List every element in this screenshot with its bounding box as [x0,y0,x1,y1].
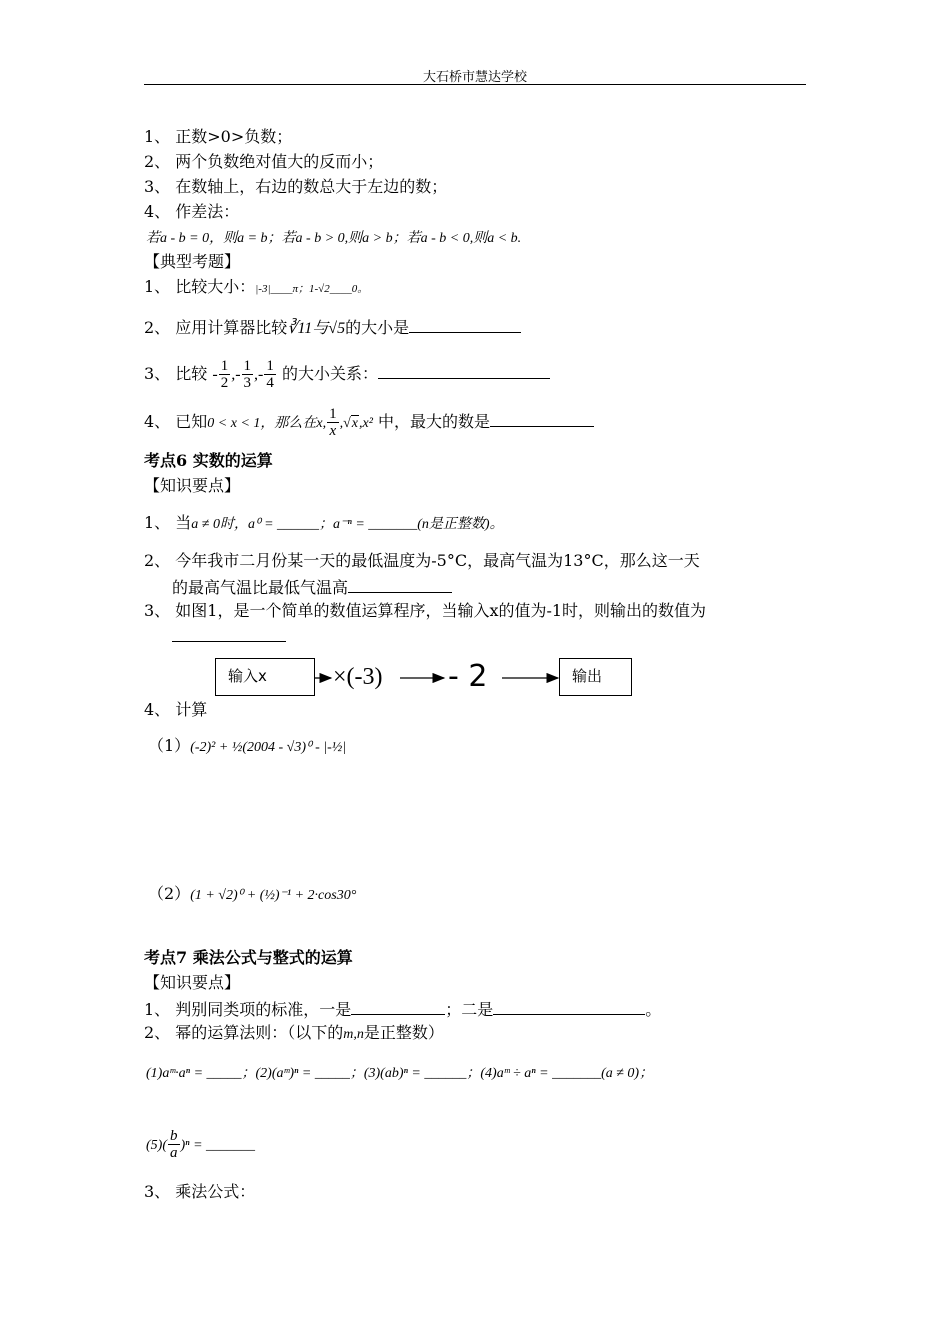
kp6-point-4: 4、 计算 [144,700,208,719]
difference-rule: 若a - b = 0，则a = b；若a - b > 0,则a > b；若a - b < 0,则a < b. [146,231,522,246]
kp7-point-3: 3、 乘法公式： [144,1182,256,1201]
kp7-p2-b: 是正整数） [363,1023,444,1042]
compare-item-1: 1、 正数>0>负数； [144,127,293,146]
kp6-p1-text: a ≠ 0时，a⁰ = ______；a⁻ⁿ = _______(n是正整数)。 [191,517,504,532]
exam-question-3: 3、 比较 - $\frac{1}{2}$ ,- $\frac{1}{3}$ ,- $\frac{1}{4}$ 的大小关系： [144,354,550,395]
flow-op-multiply: ×(-3) [333,664,383,690]
kp7-p1-c: 。 [645,1000,662,1019]
kp7-p1-b: ；二是 [445,1000,494,1019]
calc-1 [148,736,346,758]
exam-q1-expression: |-3|____π；1-√2____0。 [255,283,369,295]
flow-input-box: 输入x [215,658,315,696]
kp7-points-heading: 【知识要点】 [144,973,241,992]
page-header: 大石桥市慧达学校 [422,70,527,85]
kp6-point-2-line-2 [172,576,452,598]
calc-1-expression: (-2)² + ½(2004 - √3)⁰ - |-½| [190,740,347,755]
calc-1-label: （1） [148,736,191,755]
exam-q3-prefix: 3、 比较 [144,364,208,383]
kp7-p2-a: 2、 幂的运算法则：（以下的 [144,1023,344,1042]
exam-question-2 [144,316,521,339]
exam-q2-answer-blank[interactable] [409,316,521,333]
exam-q4-x-squared: ,x² [359,416,373,431]
kp7-p1-blank-1[interactable] [351,998,445,1015]
calc-2-expression: (1 + √2)⁰ + (½)⁻¹ + 2·cos30° [190,888,357,903]
fraction-one-third: $\frac{1}{3}$ [243,358,252,391]
kp7-title: 考点7 乘法公式与整式的运算 [144,948,353,967]
kp7-point-2 [144,1023,444,1045]
rule-5-suffix: )ⁿ = _______ [180,1138,256,1153]
exam-q4-answer-blank[interactable] [490,410,594,427]
kp6-point-2-line-1: 2、 今年我市二月份某一天的最低温度为-5°C，最高气温为13°C，那么这一天 [144,551,700,570]
fraction-one-half: $\frac{1}{2}$ [220,358,229,391]
kp6-title: 考点6 实数的运算 [144,451,273,470]
exam-section-heading: 【典型考题】 [144,252,241,271]
kp6-point-1 [144,513,504,535]
kp7-p2-var: m,n [343,1027,364,1042]
exam-q2-suffix: 的大小是 [345,318,410,337]
kp6-p2-text: 的最高气温比最低气温高 [172,578,349,597]
power-rule-5 [146,1124,255,1166]
exam-q4-prefix: 4、 已知 [144,412,208,431]
exam-q3-answer-blank[interactable] [378,362,550,379]
fraction-one-quarter: $\frac{1}{4}$ [266,358,274,391]
kp6-points-heading: 【知识要点】 [144,476,241,495]
compare-item-3: 3、 在数轴上，右边的数总大于左边的数； [144,177,448,196]
exam-q4-condition: 0 < x < 1，那么在x, [207,416,327,431]
compare-item-4: 4、 作差法： [144,202,240,221]
calc-2-label: （2） [148,884,191,903]
exam-question-4: 4、 已知0 < x < 1，那么在x, $\frac{1}{x}$ ,√x,x² 中，最大的数是 [144,402,594,444]
exam-question-1 [144,277,368,299]
kp6-point-3-line-1: 3、 如图1，是一个简单的数值运算程序，当输入x的值为-1时，则输出的数值为 [144,601,707,620]
flow-op-subtract: - 2 [448,659,488,694]
kp6-p2-answer-blank[interactable] [348,576,452,593]
compare-item-2: 2、 两个负数绝对值大的反而小； [144,152,384,171]
exam-q4-suffix: 中，最大的数是 [378,412,491,431]
kp7-p1-a: 1、 判别同类项的标准，一是 [144,1000,352,1019]
kp7-point-1 [144,998,661,1020]
calc-2 [148,884,356,906]
exam-q2-prefix: 2、 应用计算器比较 [144,318,288,337]
power-rules-line: (1)aᵐ·aⁿ = _____；(2)(aᵐ)ⁿ = _____；(3)(ab)ⁿ = ______；(4)aᵐ ÷ aⁿ = _______(a ≠ 0)； [146,1066,654,1081]
flow-output-box: 输出 [559,658,632,696]
fraction-one-over-x: $\frac{1}{x}$ [329,406,337,439]
kp7-p1-blank-2[interactable] [493,998,645,1015]
exam-q1-prefix: 1、 比较大小： [144,277,256,296]
kp6-p1-prefix: 1、 当 [144,513,192,532]
header-rule [144,84,806,85]
kp6-p3-answer-blank[interactable] [172,641,286,642]
fraction-b-over-a: $\frac{b}{a}$ [170,1128,178,1161]
exam-q2-expression: ∛11与√5 [287,320,346,337]
rule-5-prefix: (5)( [146,1138,167,1153]
exam-q3-suffix: 的大小关系： [281,364,378,383]
